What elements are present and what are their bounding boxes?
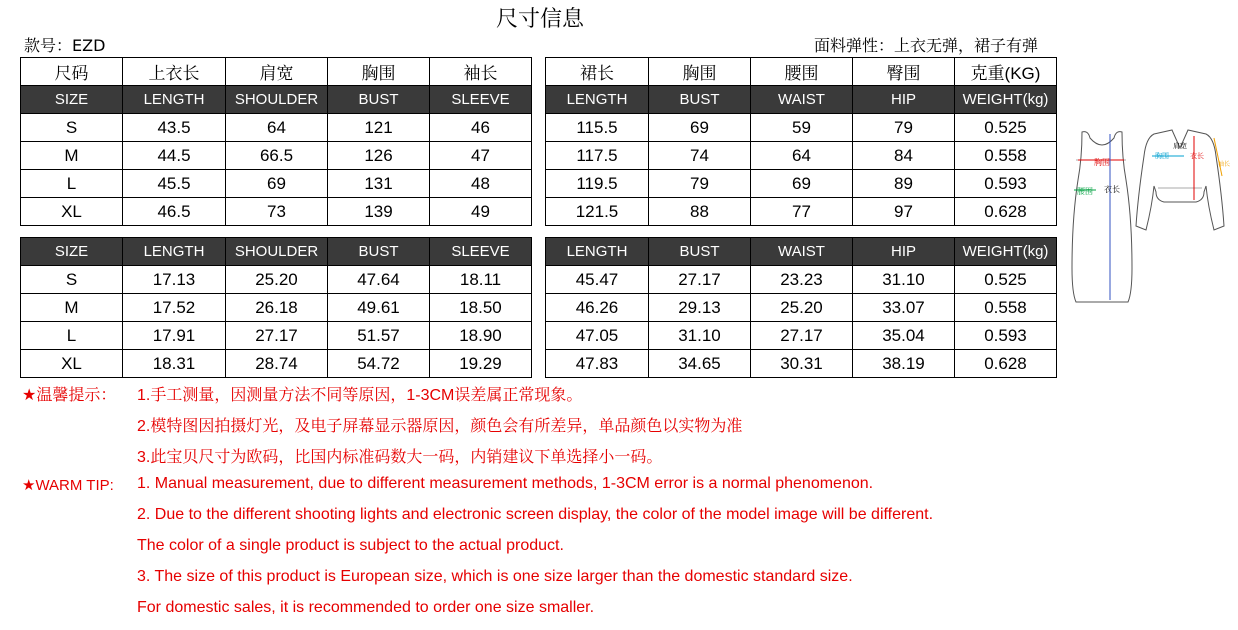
table-row xyxy=(21,114,532,142)
table-cell: 23.23 xyxy=(751,266,853,294)
table-cell: 19.29 xyxy=(430,350,532,378)
dress-measurement-diagram xyxy=(1066,128,1138,306)
table-cell: 121 xyxy=(328,114,430,142)
table-cell: 69 xyxy=(751,170,853,198)
table-cell: 47.05 xyxy=(546,322,649,350)
table-cell: 139 xyxy=(328,198,430,226)
table-cell: 45.47 xyxy=(546,266,649,294)
table-cell: 18.11 xyxy=(430,266,532,294)
table-cell: 47 xyxy=(430,142,532,170)
header-cell: 裙长 xyxy=(546,58,649,86)
header-cell: BUST xyxy=(328,86,430,114)
en-tip-line: 2. Due to the different shooting lights and electronic screen display, the color of the model image will be different. xyxy=(137,506,934,523)
table-cell: 51.57 xyxy=(328,322,430,350)
table-cell: 33.07 xyxy=(853,294,955,322)
table-header-en xyxy=(546,86,1057,114)
table-cell: 17.91 xyxy=(123,322,226,350)
header-cell: WAIST xyxy=(751,238,853,266)
table-cell: 49.61 xyxy=(328,294,430,322)
table-cell: 43.5 xyxy=(123,114,226,142)
table-cell: 0.558 xyxy=(955,294,1057,322)
table-row xyxy=(21,170,532,198)
table-header-en xyxy=(546,238,1057,266)
table-cell: 89 xyxy=(853,170,955,198)
style-number: 款号：EZD xyxy=(24,36,106,55)
header-cell: 尺码 xyxy=(21,58,123,86)
table-cell: 64 xyxy=(226,114,328,142)
table-cell: 59 xyxy=(751,114,853,142)
table-row xyxy=(21,266,532,294)
table-cell: XL xyxy=(21,198,123,226)
table-cell: 18.50 xyxy=(430,294,532,322)
table-cell: 28.74 xyxy=(226,350,328,378)
table-cell: 35.04 xyxy=(853,322,955,350)
table-row xyxy=(546,198,1057,226)
header-cell: LENGTH xyxy=(123,238,226,266)
table-cell: 27.17 xyxy=(751,322,853,350)
table-cell: 121.5 xyxy=(546,198,649,226)
table-header-en xyxy=(21,86,532,114)
table-cell: 26.18 xyxy=(226,294,328,322)
table-cell: 0.628 xyxy=(955,350,1057,378)
table-cell: 46.26 xyxy=(546,294,649,322)
table-row xyxy=(21,198,532,226)
table-cell: 0.593 xyxy=(955,322,1057,350)
en-tip-line: 1. Manual measurement, due to different measurement methods, 1-3CM error is a normal phenomenon. xyxy=(137,475,874,492)
table-cell: 45.5 xyxy=(123,170,226,198)
header-cell: 胸围 xyxy=(328,58,430,86)
fabric-elasticity: 面料弹性：上衣无弹，裙子有弹 xyxy=(813,36,1038,55)
table-cell: 131 xyxy=(328,170,430,198)
bust-label: 胸围 xyxy=(1155,152,1169,160)
table-cell: 77 xyxy=(751,198,853,226)
table-cell: S xyxy=(21,266,123,294)
table-header-cn xyxy=(546,58,1057,86)
table-row xyxy=(546,142,1057,170)
table-cell: 0.593 xyxy=(955,170,1057,198)
table-row xyxy=(546,350,1057,378)
table-cell: 44.5 xyxy=(123,142,226,170)
table-cell: M xyxy=(21,294,123,322)
table-cell: S xyxy=(21,114,123,142)
table-cell: 18.31 xyxy=(123,350,226,378)
en-tip-label: ★WARM TIP: xyxy=(22,477,114,494)
top-size-table-inch xyxy=(20,237,532,378)
table-cell: 29.13 xyxy=(649,294,751,322)
table-cell: 88 xyxy=(649,198,751,226)
table-cell: 31.10 xyxy=(853,266,955,294)
header-cell: LENGTH xyxy=(546,238,649,266)
length-label: 衣长 xyxy=(1104,185,1120,194)
table-cell: M xyxy=(21,142,123,170)
table-cell: 27.17 xyxy=(649,266,751,294)
cn-tip-line: 3.此宝贝尺寸为欧码，比国内标准码数大一码，内销建议下单选择小一码。 xyxy=(137,449,663,466)
table-cell: 30.31 xyxy=(751,350,853,378)
top-measurement-diagram xyxy=(1132,126,1230,236)
length-label: 衣长 xyxy=(1190,152,1204,160)
cn-tip-label: ★温馨提示： xyxy=(22,387,117,404)
table-cell: 119.5 xyxy=(546,170,649,198)
shoulder-label: 肩宽 xyxy=(1173,142,1187,150)
skirt-size-table-cm xyxy=(545,57,1057,226)
table-cell: 126 xyxy=(328,142,430,170)
table-cell: 18.90 xyxy=(430,322,532,350)
table-header-cn xyxy=(21,58,532,86)
header-cell: 上衣长 xyxy=(123,58,226,86)
en-tip-line: 3. The size of this product is European size, which is one size larger than the domestic standard size. xyxy=(137,568,853,585)
table-cell: 0.628 xyxy=(955,198,1057,226)
header-cell: SLEEVE xyxy=(430,238,532,266)
table-cell: L xyxy=(21,322,123,350)
table-cell: XL xyxy=(21,350,123,378)
cn-tip-line: 1.手工测量，因测量方法不同等原因，1-3CM误差属正常现象。 xyxy=(137,387,583,404)
table-cell: 64 xyxy=(751,142,853,170)
table-cell: 0.558 xyxy=(955,142,1057,170)
skirt-size-table-inch xyxy=(545,237,1057,378)
header-cell: SHOULDER xyxy=(226,86,328,114)
table-cell: 97 xyxy=(853,198,955,226)
table-cell: 69 xyxy=(649,114,751,142)
header-cell: WAIST xyxy=(751,86,853,114)
header-cell: SIZE xyxy=(21,238,123,266)
header-cell: LENGTH xyxy=(546,86,649,114)
sleeve-label: 袖长 xyxy=(1218,161,1230,168)
table-row xyxy=(21,142,532,170)
table-row xyxy=(546,266,1057,294)
table-row xyxy=(546,322,1057,350)
header-cell: BUST xyxy=(649,86,751,114)
header-cell: 袖长 xyxy=(430,58,532,86)
table-cell: 17.52 xyxy=(123,294,226,322)
table-cell: 47.83 xyxy=(546,350,649,378)
header-cell: LENGTH xyxy=(123,86,226,114)
header-cell: BUST xyxy=(649,238,751,266)
table-cell: 46.5 xyxy=(123,198,226,226)
table-cell: 115.5 xyxy=(546,114,649,142)
table-cell: 49 xyxy=(430,198,532,226)
table-cell: 54.72 xyxy=(328,350,430,378)
bust-label: 胸围 xyxy=(1094,158,1110,167)
en-tip-line: The color of a single product is subject to the actual product. xyxy=(137,537,564,554)
table-cell: 0.525 xyxy=(955,266,1057,294)
header-cell: SHOULDER xyxy=(226,238,328,266)
table-cell: 73 xyxy=(226,198,328,226)
header-cell: SLEEVE xyxy=(430,86,532,114)
page-title: 尺寸信息 xyxy=(495,7,584,32)
table-cell: 34.65 xyxy=(649,350,751,378)
table-cell: 74 xyxy=(649,142,751,170)
table-cell: 46 xyxy=(430,114,532,142)
table-header-en xyxy=(21,238,532,266)
table-cell: 84 xyxy=(853,142,955,170)
header-cell: HIP xyxy=(853,238,955,266)
table-row xyxy=(21,350,532,378)
table-cell: 79 xyxy=(853,114,955,142)
table-cell: 31.10 xyxy=(649,322,751,350)
table-cell: 0.525 xyxy=(955,114,1057,142)
table-row xyxy=(21,294,532,322)
table-cell: 117.5 xyxy=(546,142,649,170)
table-row xyxy=(546,294,1057,322)
cn-tip-line: 2.模特图因拍摄灯光，及电子屏幕显示器原因，颜色会有所差异，单品颜色以实物为准 xyxy=(137,418,743,435)
en-tip-line: For domestic sales, it is recommended to order one size smaller. xyxy=(137,599,595,616)
table-cell: 38.19 xyxy=(853,350,955,378)
table-cell: 66.5 xyxy=(226,142,328,170)
header-cell: HIP xyxy=(853,86,955,114)
table-cell: 69 xyxy=(226,170,328,198)
table-row xyxy=(546,114,1057,142)
table-cell: 25.20 xyxy=(226,266,328,294)
table-row xyxy=(21,322,532,350)
waist-label: 腰围 xyxy=(1077,187,1093,196)
header-cell: 臀围 xyxy=(853,58,955,86)
table-cell: 47.64 xyxy=(328,266,430,294)
header-cell: BUST xyxy=(328,238,430,266)
table-row xyxy=(546,170,1057,198)
table-cell: L xyxy=(21,170,123,198)
header-cell: 克重(KG) xyxy=(955,58,1057,86)
header-cell: 肩宽 xyxy=(226,58,328,86)
table-cell: 48 xyxy=(430,170,532,198)
top-size-table-cm xyxy=(20,57,532,226)
table-cell: 27.17 xyxy=(226,322,328,350)
header-cell: SIZE xyxy=(21,86,123,114)
table-cell: 79 xyxy=(649,170,751,198)
header-cell: 胸围 xyxy=(649,58,751,86)
header-cell: WEIGHT(kg) xyxy=(955,86,1057,114)
table-cell: 25.20 xyxy=(751,294,853,322)
header-cell: WEIGHT(kg) xyxy=(955,238,1057,266)
header-cell: 腰围 xyxy=(751,58,853,86)
table-cell: 17.13 xyxy=(123,266,226,294)
